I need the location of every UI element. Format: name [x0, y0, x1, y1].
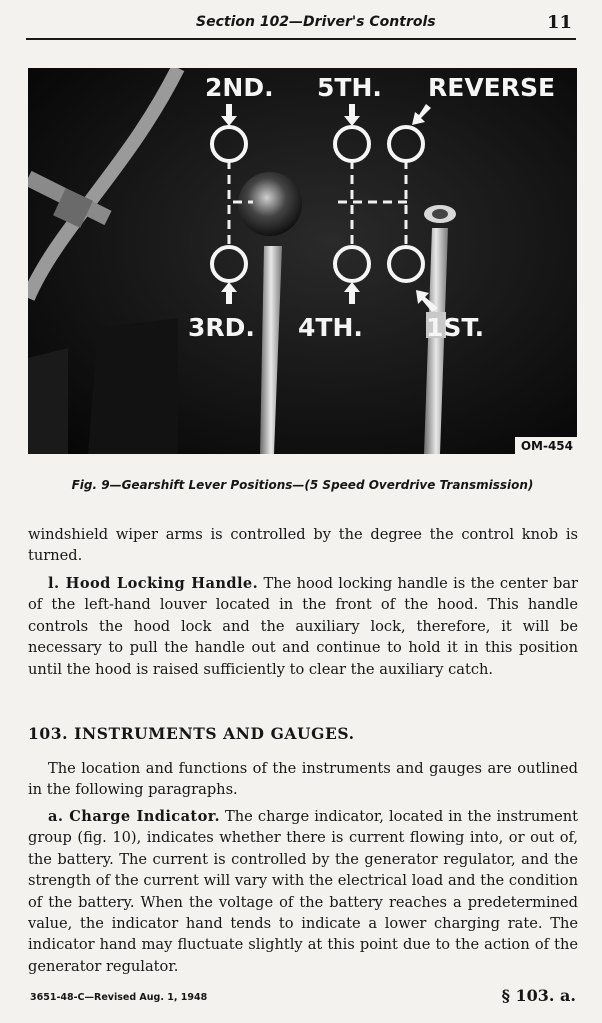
paragraph-charge-indicator — [28, 806, 578, 977]
paragraph-intro: The location and functions of the instruments and gauges are outlined in the following paragraphs. — [28, 760, 578, 799]
paragraph-hood-locking-handle — [28, 573, 578, 680]
figure-reference: OM-454 — [515, 437, 577, 454]
label-5th: 5TH. — [317, 73, 382, 102]
gearshift-photo — [28, 68, 577, 454]
label-reverse: REVERSE — [428, 73, 556, 102]
paragraph-wiper: windshield wiper arms is controlled by the degree the control knob is turned. — [28, 526, 578, 565]
page-header — [26, 12, 576, 40]
figure-caption: Fig. 9—Gearshift Lever Positions—(5 Speed Overdrive Transmission) — [71, 478, 534, 492]
label-3rd: 3RD. — [188, 313, 255, 342]
shift-knob — [238, 172, 302, 236]
paragraph-lead: l. Hood Locking Handle. — [48, 575, 259, 592]
footer-code: 3651-48-C—Revised Aug. 1, 1948 — [30, 992, 208, 1003]
paragraph-text: The hood locking handle is the center bar of the left-hand louver located in the front of the hood. This handle controls the hood lock and the auxiliary lock, therefore, it will be necessary to pull the handle out and continue to hold it in this position until the hood is raised sufficiently to clear the auxiliary catch. — [28, 575, 578, 678]
paragraph-lead: a. Charge Indicator. — [48, 808, 220, 825]
page-number: 11 — [546, 12, 572, 33]
label-1st: 1ST. — [426, 313, 485, 342]
footer-continuation: § 103. a. — [501, 986, 576, 1005]
section-title: Section 102—Driver's Controls — [196, 14, 436, 30]
label-4th: 4TH. — [298, 313, 363, 342]
label-2nd: 2ND. — [205, 73, 274, 102]
gearshift-illustration — [28, 68, 577, 454]
section-heading: 103. INSTRUMENTS AND GAUGES. — [28, 724, 355, 743]
paragraph-text: The charge indicator, located in the instrument group (fig. 10), indicates whether there is current flowing into, or out of, the battery. The current is controlled by the generator regulator, and the strength of the current will vary with the electrical load and the condition of the battery. When the voltage of the battery reaches a predetermined value, the indicator hand tends to indicate a lower charging rate. The indicator hand may fluctuate slightly at this point due to the action of the generator regulator. — [28, 808, 578, 975]
